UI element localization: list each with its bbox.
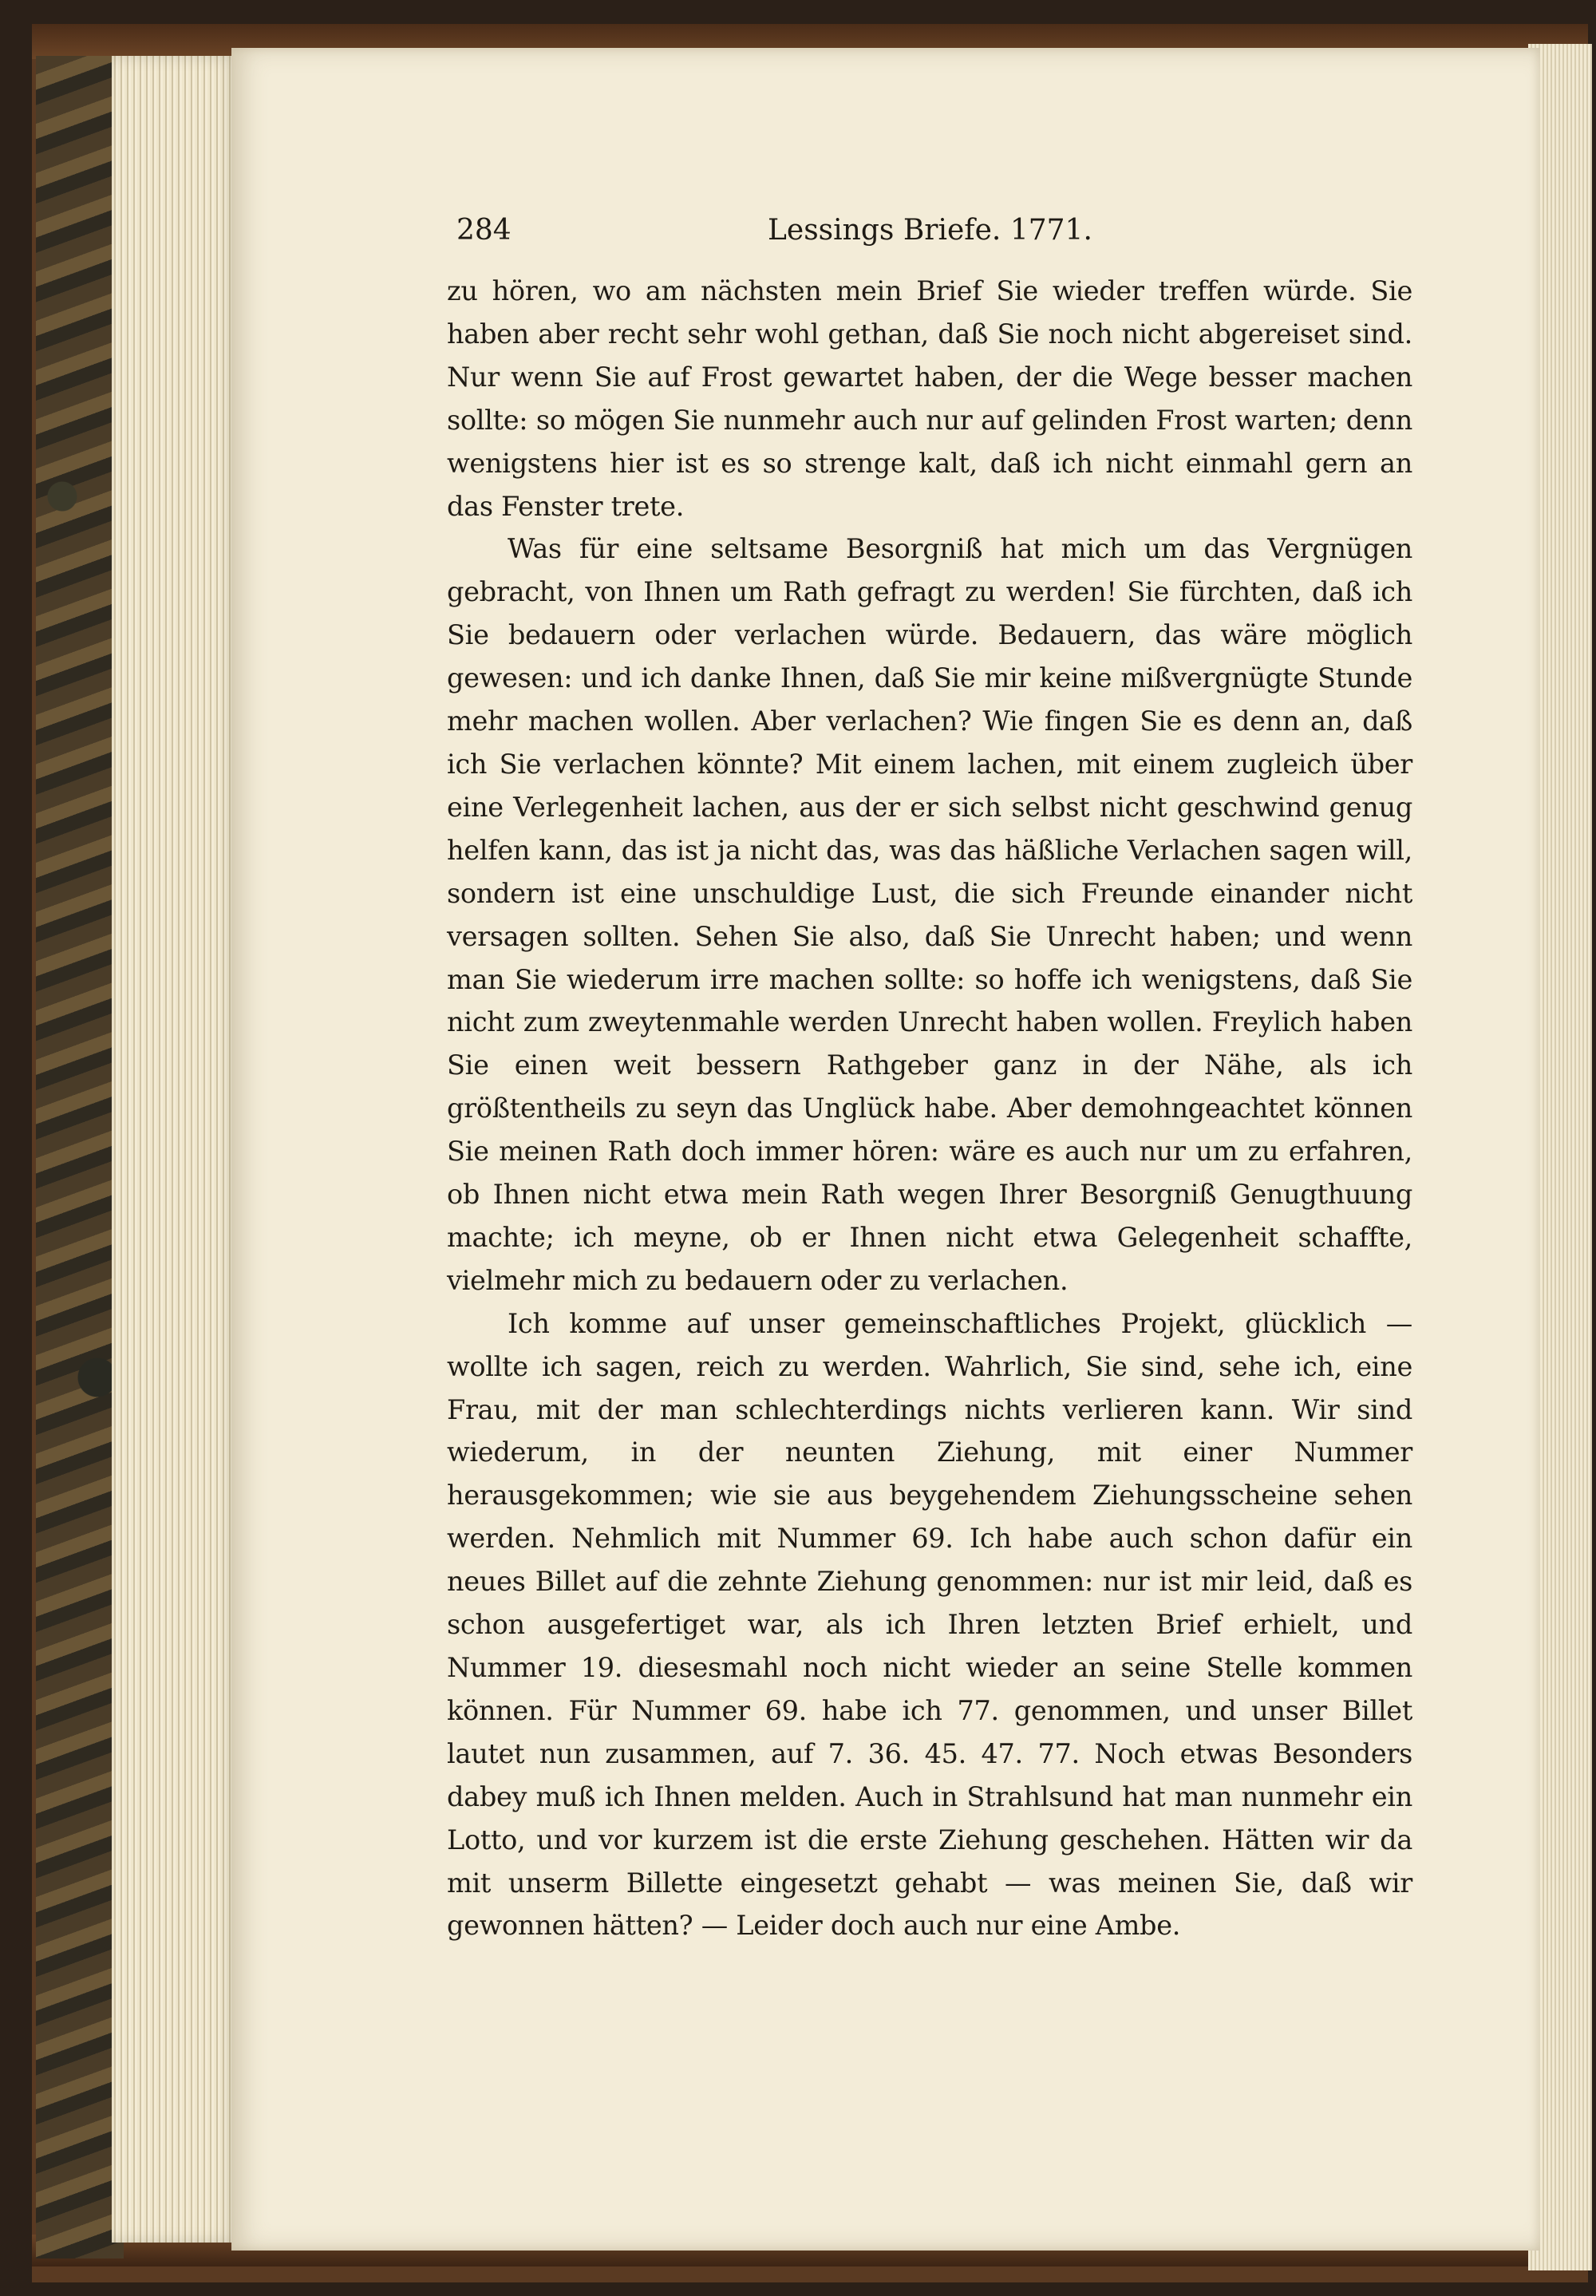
page-edges-left <box>112 56 239 2243</box>
paragraph: zu hören, wo am nächsten mein Brief Sie wieder treffen würde. Sie haben aber recht sehr wohl gethan, daß Sie noch nicht abgereiset sind. Nur wenn Sie auf Frost gewartet haben, der die Wege besser machen sollte: so mögen Sie nunmehr auch nur auf gelinden Frost warten; denn wenigstens hier ist es so strenge kalt, daß ich nicht einmahl gern an das Fenster trete. <box>447 275 1412 522</box>
page-header <box>456 214 1092 254</box>
marbled-endpaper <box>36 56 124 2258</box>
paragraph: Ich komme auf unser gemeinschaftliches Projekt, glücklich — wollte ich sagen, reich zu werden. Wahrlich, Sie sind, sehe ich, eine Frau, mit der man schlechterdings nichts verlieren kann. Wir sind wiederum, in der neunten Ziehung, mit einer Nummer herausgekommen; wie sie aus beygehendem Ziehungsscheine sehen werden. Nehmlich mit Nummer 69. Ich habe auch schon dafür ein neues Billet auf die zehnte Ziehung genommen: nur ist mir leid, daß es schon ausgefertiget war, als ich Ihren letzten Brief erhielt, und Nummer 19. diesesmahl noch nicht wieder an seine Stelle kommen können. Für Nummer 69. habe ich 77. genommen, und unser Billet lautet nun zusammen, auf 7. 36. 45. 47. 77. Noch etwas Besonders dabey muß ich Ihnen melden. Auch in Strahlsund hat man nunmehr ein Lotto, und vor kurzem ist die erste Ziehung geschehen. Hätten wir da mit unserm Billette eingesetzt gehabt — was meinen Sie, daß wir gewonnen hätten? — Leider doch auch nur eine Ambe. <box>447 1307 1412 1942</box>
page-number: 284 <box>456 214 512 247</box>
running-title: Lessings Briefe. 1771. <box>768 214 1092 247</box>
paragraph: Was für eine seltsame Besorgniß hat mich um das Vergnügen gebracht, von Ihnen um Rath gefragt zu werden! Sie fürchten, daß ich Sie bedauern oder verlachen würde. Bedauern, das wäre möglich gewesen: und ich danke Ihnen, daß Sie mir keine mißvergnügte Stunde mehr machen wollen. Aber verlachen? Wie fingen Sie es denn an, daß ich Sie verlachen könnte? Mit einem lachen, mit einem zugleich über eine Verlegenheit lachen, aus der er sich selbst nicht geschwind genug helfen kann, das ist ja nicht das, was das häßliche Verlachen sagen will, sondern ist eine unschuldige Lust, die sich Freunde einander nicht versagen sollten. Sehen Sie also, daß Sie Unrecht haben; und wenn man Sie wiederum irre machen sollte: so hoffe ich wenigstens, daß Sie nicht zum zweytenmahle werden Unrecht haben wollen. Freylich haben Sie einen weit bessern Rathgeber ganz in der Nähe, als ich größtentheils zu seyn das Unglück habe. Aber demohngeachtet können Sie meinen Rath doch immer hören: wäre es auch nur um zu erfahren, ob Ihnen nicht etwa mein Rath wegen Ihrer Besorgniß Genugthuung machte; ich meyne, ob er Ihnen nicht etwa Gelegenheit schaffte, vielmehr mich zu bedauern oder zu verlachen. <box>447 533 1412 1296</box>
body-text <box>447 270 1412 1947</box>
